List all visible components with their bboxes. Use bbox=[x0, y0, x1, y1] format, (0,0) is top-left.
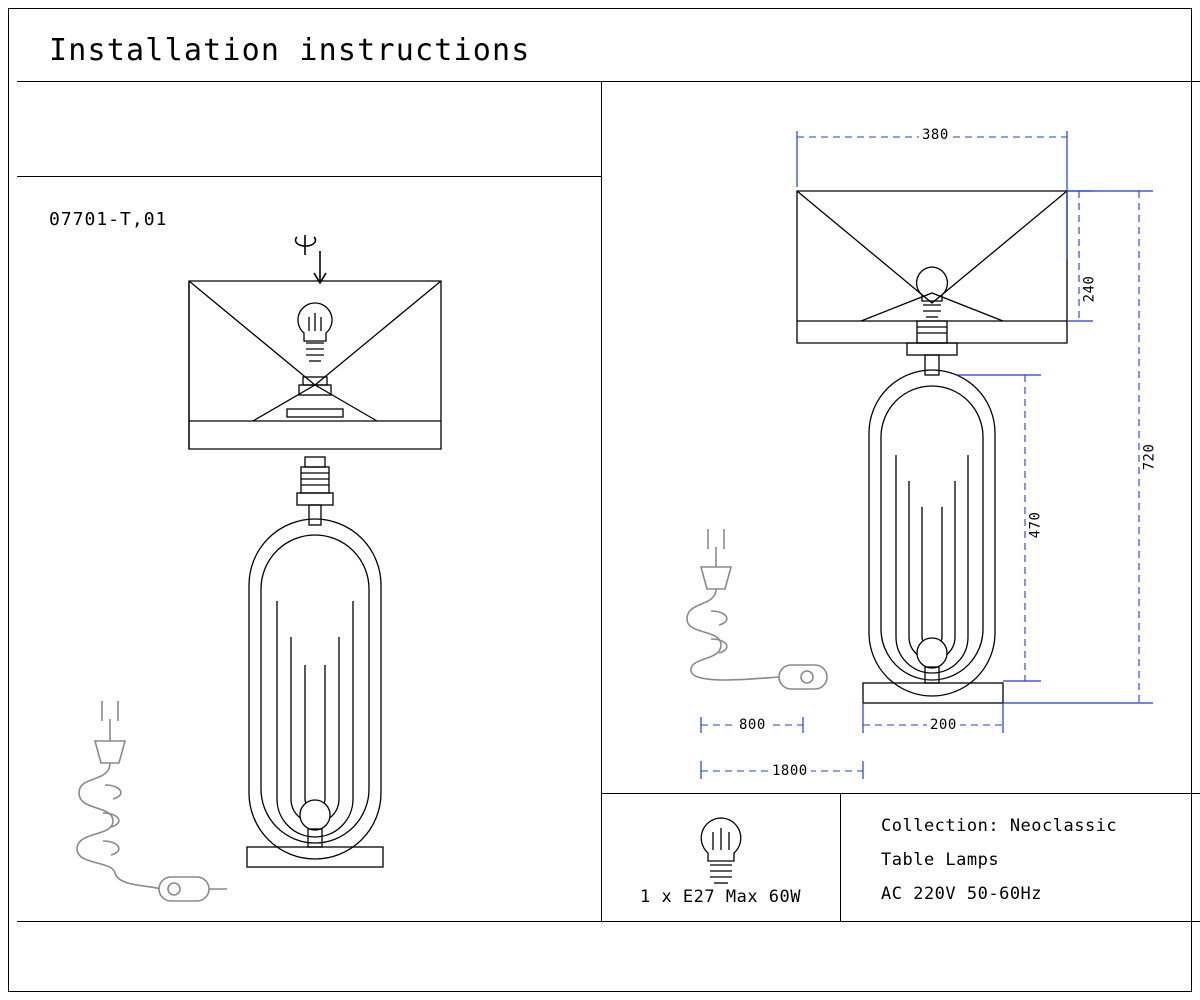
model-code: 07701-T,01 bbox=[49, 209, 168, 230]
assembly-view bbox=[9, 69, 609, 969]
inline-switch-icon bbox=[159, 877, 209, 901]
dim-shade-width: 380 bbox=[919, 127, 952, 143]
dim-cord-to-switch: 800 bbox=[736, 717, 769, 733]
dim-total-height: 720 bbox=[1141, 441, 1157, 474]
dimension-view bbox=[601, 81, 1200, 841]
power-cord bbox=[687, 529, 779, 680]
page-title: Installation instructions bbox=[49, 33, 531, 68]
light-bulb-icon bbox=[917, 267, 948, 317]
spec-electrical: AC 220V 50-60Hz bbox=[881, 884, 1043, 904]
rotate-arrow-icon bbox=[296, 235, 327, 283]
spec-collection: Collection: Neoclassic bbox=[881, 816, 1118, 836]
product-spec-block bbox=[841, 793, 1200, 921]
light-bulb-icon bbox=[601, 802, 841, 892]
dim-body-height: 470 bbox=[1027, 509, 1043, 542]
light-bulb-icon bbox=[298, 303, 332, 361]
dim-base-width: 200 bbox=[927, 717, 960, 733]
bulb-spec-block bbox=[601, 793, 841, 921]
dim-cord-total: 1800 bbox=[769, 763, 811, 779]
inline-switch-icon bbox=[779, 665, 827, 689]
spec-category: Table Lamps bbox=[881, 850, 1000, 870]
power-cord bbox=[77, 701, 161, 889]
bulb-spec-caption: 1 x E27 Max 60W bbox=[639, 887, 802, 907]
dim-shade-height: 240 bbox=[1081, 273, 1097, 306]
drawing-sheet bbox=[8, 8, 1192, 992]
